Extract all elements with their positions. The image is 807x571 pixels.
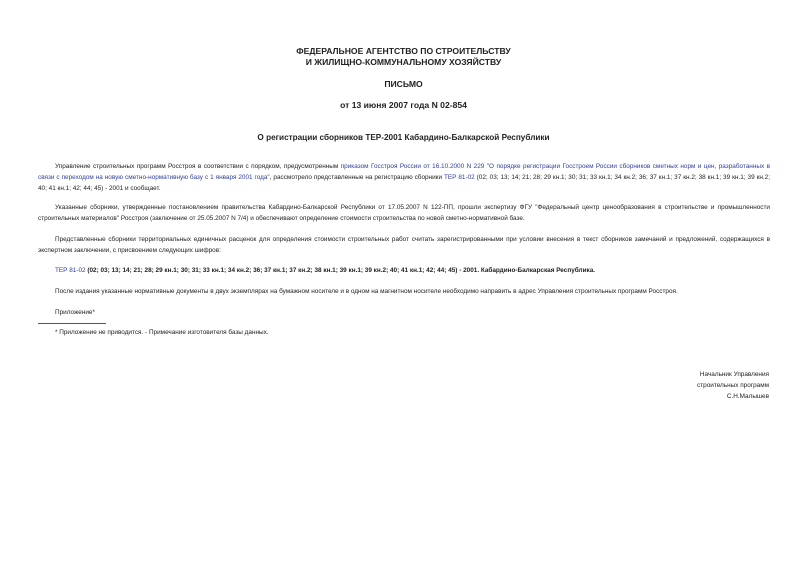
document-type: ПИСЬМО bbox=[384, 79, 423, 89]
appendix-note: Приложение* bbox=[55, 309, 95, 316]
order-229-link[interactable]: приказом Госстроя России от 16.10.2000 N 229 "О порядке регистрации Госстроем России сборников сметных норм и цен, разработанных в связи с переходом на новую сметно-нормативную базу с 1 января 2001 года" bbox=[38, 163, 770, 182]
date-number: от 13 июня 2007 года N 02-854 bbox=[340, 100, 467, 110]
p1-text-3: (02; 03; 13; 14; 21; 28; 29 кн.1; 30; 31; 33 кн.1; 34 кн.2; 36; 37 кн.1; 37 кн.2; 38 кн.1; 39 кн.1; 39 кн.2; 40; 41 кн.1; 42; 44; 45) - 2001 и сообщает. bbox=[38, 174, 771, 193]
agency-line-2: И ЖИЛИЩНО-КОММУНАЛЬНОМУ ХОЗЯЙСТВУ bbox=[305, 57, 502, 67]
footnote: * Приложение не приводится. - Примечание изготовителя базы данных. bbox=[55, 329, 269, 336]
signature-position-2: строительных программ bbox=[697, 382, 769, 389]
paragraph-2: Указанные сборники, утвержденные постановлением правительства Кабардино-Балкарской Республики от 17.05.2007 N 122-ПП, прошли экспертизу ФГУ "Федеральный центр ценообразования в строительстве и промышленности строительных материалов" Росстроя (заключение от 25.05.2007 N 7/4) и обеспечивают определение стоимости строительства по новой сметно-нормативной базе. bbox=[38, 204, 770, 223]
footnote-divider bbox=[38, 323, 106, 324]
paragraph-1 bbox=[38, 161, 770, 195]
ter-81-02-link[interactable]: ТЕР 81-02 bbox=[443, 174, 475, 182]
ter-81-02-link-2[interactable]: ТЕР 81-02 bbox=[55, 267, 86, 274]
signature-name: С.Н.Малышев bbox=[726, 393, 769, 400]
document-subject: О регистрации сборников ТЕР-2001 Кабардино-Балкарской Республики bbox=[257, 133, 550, 142]
p1-text-1: Управление строительных программ Росстроя в соответствии с порядком, предусмотренным bbox=[55, 163, 341, 170]
p4-ciphers: (02; 03; 13; 14; 21; 28; 29 кн.1; 30; 31; 33 кн.1; 34 кн.2; 36; 37 кн.1; 37 кн.2; 38 кн.1; 39 кн.1; 39 кн.2; 40; 41 кн.1; 42; 44; 45) - 2001. Кабардино-Балкарская Республика. bbox=[85, 267, 596, 274]
signature-position-1: Начальник Управления bbox=[699, 371, 769, 378]
agency-line-1: ФЕДЕРАЛЬНОЕ АГЕНТСТВО ПО СТРОИТЕЛЬСТВУ bbox=[296, 46, 511, 56]
p1-text-2: , рассмотрело представленные на регистрацию сборники bbox=[269, 174, 444, 182]
paragraph-3: Представленные сборники территориальных единичных расценок для определения стоимости строительных работ считать зарегистрированными при условии внесения в текст сборников замечаний и предложений, содержащихся в экспертном заключении, с присвоением следующих шифров: bbox=[38, 236, 770, 255]
paragraph-4 bbox=[38, 265, 770, 276]
paragraph-5: После издания указанные нормативные документы в двух экземплярах на бумажном носителе и в одном на магнитном носителе необходимо направить в адрес Управления строительных программ Росстроя. bbox=[55, 288, 678, 295]
